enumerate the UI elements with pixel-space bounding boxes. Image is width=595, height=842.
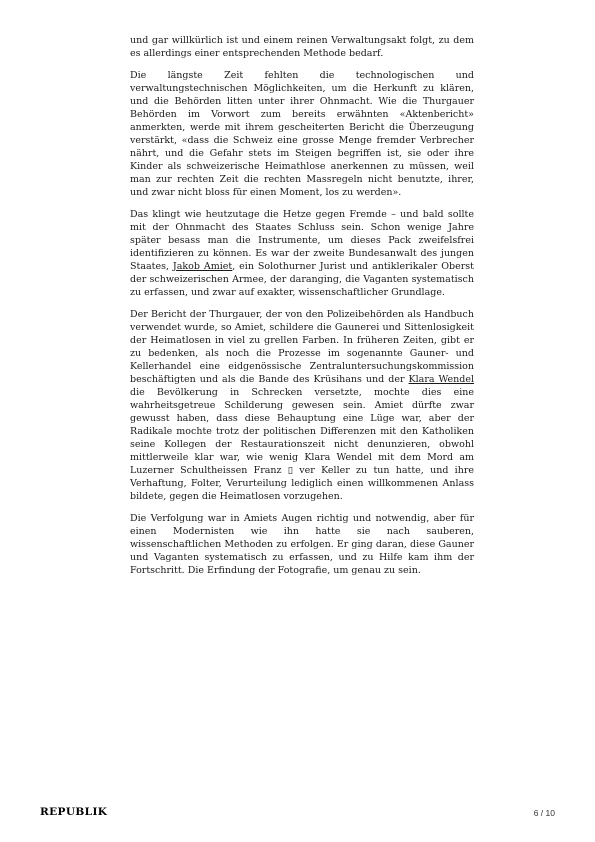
paragraph-2: Die längste Zeit fehlten die technologischen und verwaltungstechnischen Möglichkeiten, um die Herkunft zu klären, und die Behörden litten unter ihrer Ohnmacht. Wie die Thurgauer Behörden im Vorwort zum bereits erwähnten «Aktenbericht» anmerkten, werde mit ihrem gescheiterten Bericht die Überzeugung verstärkt, «dass die Schweiz eine grosse Menge fremder Verbrecher nährt, und die Gefahr stets im Steigen begriffen ist, sie oder ihre Kinder als schweizerische Heimathlose anerkennen zu müssen, weil man zur rechten Zeit die rechten Massregeln nicht benutzte, ihrer, und zwar nicht bloss für einen Moment, los zu werden». bbox=[130, 70, 474, 198]
link-jakob-amiet[interactable]: Jakob Amiet bbox=[172, 261, 233, 272]
paragraph-1: und gar willkürlich ist und einem reinen Verwaltungsakt folgt, zu dem es allerdings einer entsprechenden Methode bedarf. bbox=[130, 35, 474, 59]
paragraph-4 bbox=[130, 308, 474, 503]
link-klara-wendel[interactable]: Klara Wendel bbox=[408, 374, 475, 385]
paragraph-4-text-a: Der Bericht der Thurgauer, der von den Polizeibehörden als Handbuch verwendet wurde, so Amiet, schildere die Gaunerei und Sittenlosigkeit der Heimatlosen in viel zu grellen Farben. In früheren Zeiten, gibt er zu bedenken, als noch die Prozesse im sogenannte Gauner- und Kellerhandel eine eidgenössische Zentraluntersuchungskommission beschäftigten und als die Bande des Krüsihans und der bbox=[130, 309, 474, 385]
paragraph-4-text-b: die Bevölkerung in Schrecken versetzte, mochte dies eine wahrheitsgetreue Schilderung gewesen sein. Amiet dürfte zwar gewusst haben, dass diese Behauptung eine Lüge war, aber der Radikale mochte trotz der politischen Differenzen mit den Katholiken seine Kollegen der Restaurationszeit nicht denunzieren, obwohl mittlerweile klar war, wie wenig Klara Wendel mit dem Mord am Luzerner Schultheissen Franz ▯ ver Keller zu tun hatte, und ihre Verhaftung, Folter, Verurteilung lediglich einen willkommenen Anlass bildete, gegen die Heimatlosen vorzugehen. bbox=[130, 387, 474, 502]
paragraph-5: Die Verfolgung war in Amiets Augen richtig und notwendig, aber für einen Modernisten wie ihn hatte sie nach sauberen, wissenschaftlichen Methoden zu erfolgen. Er ging daran, diese Gauner und Vaganten systematisch zu erfassen, und zu Hilfe kam ihm der Fortschritt. Die Erfindung der Fotografie, um genau zu sein. bbox=[130, 513, 474, 576]
paragraph-3-text-b: , ein Solothurner Jurist und antiklerikaler Oberst der schweizerischen Armee, der daranging, die Vaganten systematisch zu erfassen, und zwar auf exakter, wissenschaftlicher Grundlage. bbox=[130, 261, 474, 298]
publication-logo: REPUBLIK bbox=[40, 806, 108, 818]
paragraph-3 bbox=[130, 208, 474, 299]
page-number: 6 / 10 bbox=[533, 808, 555, 818]
paragraph-3-text-a: Das klingt wie heutzutage die Hetze gegen Fremde – und bald sollte mit der Ohnmacht des Staates Schluss sein. Schon wenige Jahre später besass man die Instrumente, um dieses Pack zweifelsfrei identifizieren zu können. Es war der zweite Bundesanwalt des jungen Staates, bbox=[130, 209, 474, 272]
article-body bbox=[130, 34, 474, 586]
